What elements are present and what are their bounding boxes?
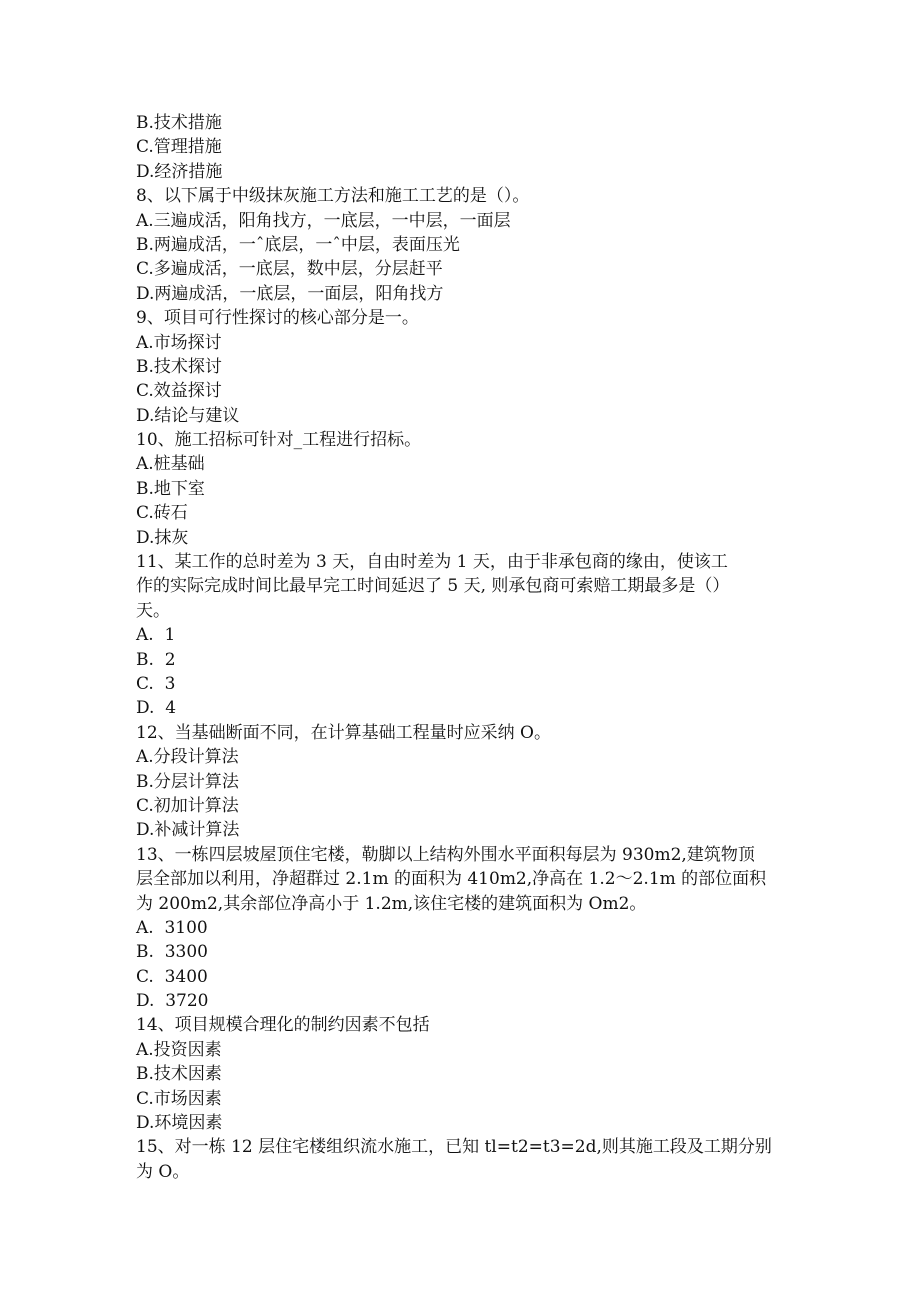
document-body: [136, 111, 786, 1184]
option-line: C. 3: [136, 673, 176, 694]
option-line: B.技术探讨: [136, 356, 222, 377]
option-line: C.多遍成活，一底层，数中层，分层赶平: [136, 259, 443, 280]
option-line: D. 4: [136, 698, 177, 719]
question-14: 14、项目规模合理化的制约因素不包括: [136, 1015, 430, 1036]
option-line: B.技术因素: [136, 1064, 222, 1085]
question-15-cont: 为 O。: [136, 1161, 190, 1182]
question-15: 15、对一栋 12 层住宅楼组织流水施工，已知 tl=t2=t3=2d,则其施工段及工期分别: [136, 1137, 772, 1158]
option-line: A.三遍成活，阳角找方，一底层，一中层，一面层: [136, 210, 511, 231]
option-line: C.砖石: [136, 503, 188, 524]
question-11: 11、某工作的总时差为 3 天，自由时差为 1 天，由于非承包商的缘由，使该工: [136, 552, 728, 573]
option-line: C.管理措施: [136, 137, 222, 158]
question-13: 13、一栋四层坡屋顶住宅楼，勒脚以上结构外围水平面积每层为 930m2,建筑物顶: [136, 844, 755, 865]
question-11-cont: 天。: [136, 600, 170, 621]
option-line: C.效益探讨: [136, 381, 222, 402]
option-line: A. 1: [136, 625, 176, 646]
option-line: B. 3300: [136, 942, 208, 963]
option-line: D. 3720: [136, 991, 209, 1012]
question-11-cont: 作的实际完成时间比最早完工时间延迟了 5 天, 则承包商可索赔工期最多是（）: [136, 576, 730, 597]
option-line: D.环境因素: [136, 1113, 223, 1134]
question-8: 8、以下属于中级抹灰施工方法和施工工艺的是（）。: [136, 186, 530, 207]
option-line: C. 3400: [136, 966, 208, 987]
option-line: B.技术措施: [136, 113, 222, 133]
question-9: 9、项目可行性探讨的核心部分是一。: [136, 308, 419, 329]
option-line: B.地下室: [136, 478, 205, 499]
option-line: C.初加计算法: [136, 795, 239, 816]
question-12: 12、当基础断面不同，在计算基础工程量时应采纳 O。: [136, 722, 551, 743]
option-line: C.市场因素: [136, 1088, 222, 1109]
option-line: D.两遍成活，一底层，一面层，阳角找方: [136, 283, 444, 304]
option-line: A.市场探讨: [136, 332, 222, 353]
question-13-cont: 为 200m2,其余部位净高小于 1.2m,该住宅楼的建筑面积为 Om2。: [136, 893, 647, 914]
option-line: A. 3100: [136, 917, 208, 938]
question-13-cont: 层全部加以利用，净超群过 2.1m 的面积为 410m2,净高在 1.2～2.1m 的部位面积: [136, 869, 767, 890]
option-line: B.两遍成活，一ˆ底层，一ˆ中层，表面压光: [136, 234, 460, 255]
option-line: D.抹灰: [136, 527, 189, 548]
option-line: D.补减计算法: [136, 820, 240, 841]
option-line: A.桩基础: [136, 454, 205, 475]
option-line: D.经济措施: [136, 161, 223, 182]
option-line: B. 2: [136, 649, 176, 670]
option-line: D.结论与建议: [136, 405, 240, 426]
question-10: 10、施工招标可针对_工程进行招标。: [136, 430, 422, 451]
option-line: B.分层计算法: [136, 771, 239, 792]
option-line: A.分段计算法: [136, 747, 239, 768]
option-line: A.投资因素: [136, 1039, 222, 1060]
